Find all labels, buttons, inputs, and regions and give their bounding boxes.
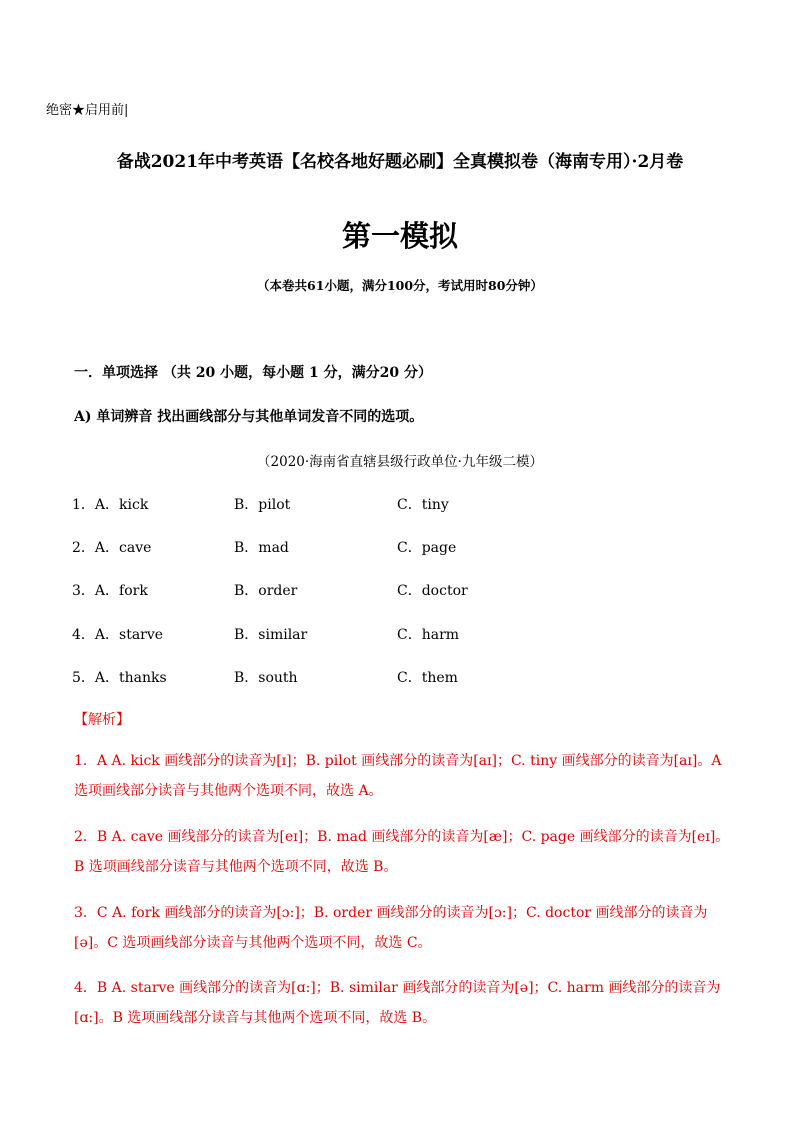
question-5-option-c: C．them bbox=[397, 670, 458, 686]
question-3-option-b: B．order bbox=[234, 583, 298, 599]
question-4-option-c: C．harm bbox=[397, 627, 460, 643]
question-2-option-c: C．page bbox=[397, 540, 457, 556]
answer-1-explanation: 1．A A. kick 画线部分的读音为[ɪ]；B. pilot 画线部分的读音为[aɪ]；C. tiny 画线部分的读音为[aɪ]。A 选项画线部分读音与其他两个选项不同，故选 A。 bbox=[74, 753, 722, 799]
exam-title: 备战2021年中考英语【名校各地好题必刷】全真模拟卷（海南专用）·2月卷 bbox=[116, 152, 684, 172]
section-heading: 一．单项选择 （共 20 小题，每小题 1 分，满分20 分） bbox=[74, 365, 432, 381]
confidential-label: 绝密★启用前| bbox=[46, 103, 129, 118]
question-4-option-b: B．similar bbox=[234, 627, 308, 643]
answer-4-explanation: 4．B A. starve 画线部分的读音为[ɑ:]；B. similar 画线部分的读音为[ə]；C. harm 画线部分的读音为[ɑ:]。B 选项画线部分读音与其他两个选项不同，故选 B。 bbox=[74, 980, 721, 1026]
part-heading: A) 单词辨音 找出画线部分与其他单词发音不同的选项。 bbox=[74, 409, 424, 425]
question-4-option-a: 4．A．starve bbox=[72, 627, 164, 643]
question-3-option-c: C．doctor bbox=[397, 583, 468, 599]
answer-2-explanation: 2．B A. cave 画线部分的读音为[eɪ]；B. mad 画线部分的读音为[æ]；C. page 画线部分的读音为[eɪ]。B 选项画线部分读音与其他两个选项不同，故选 B。 bbox=[74, 829, 730, 875]
question-2-option-b: B．mad bbox=[234, 540, 289, 556]
exam-subtitle: 第一模拟 bbox=[341, 219, 458, 253]
answer-3-explanation: 3．C A. fork 画线部分的读音为[ɔ:]；B. order 画线部分的读音为[ɔ:]；C. doctor 画线部分的读音为[ə]。C 选项画线部分读音与其他两个选项不同，故选 C。 bbox=[74, 905, 708, 951]
question-2-option-a: 2．A．cave bbox=[72, 540, 152, 556]
exam-note: （本卷共61小题，满分100分，考试用时80分钟） bbox=[257, 278, 543, 293]
question-1-option-c: C．tiny bbox=[397, 497, 449, 513]
question-1-option-b: B．pilot bbox=[234, 497, 291, 513]
question-5-option-b: B．south bbox=[234, 670, 298, 686]
question-source: （2020·海南省直辖县级行政单位·九年级二模） bbox=[257, 454, 543, 470]
question-3-option-a: 3．A．fork bbox=[72, 583, 148, 599]
analysis-heading: 【解析】 bbox=[74, 712, 130, 728]
question-5-option-a: 5．A．thanks bbox=[72, 670, 167, 686]
question-1-option-a: 1．A．kick bbox=[72, 497, 149, 513]
